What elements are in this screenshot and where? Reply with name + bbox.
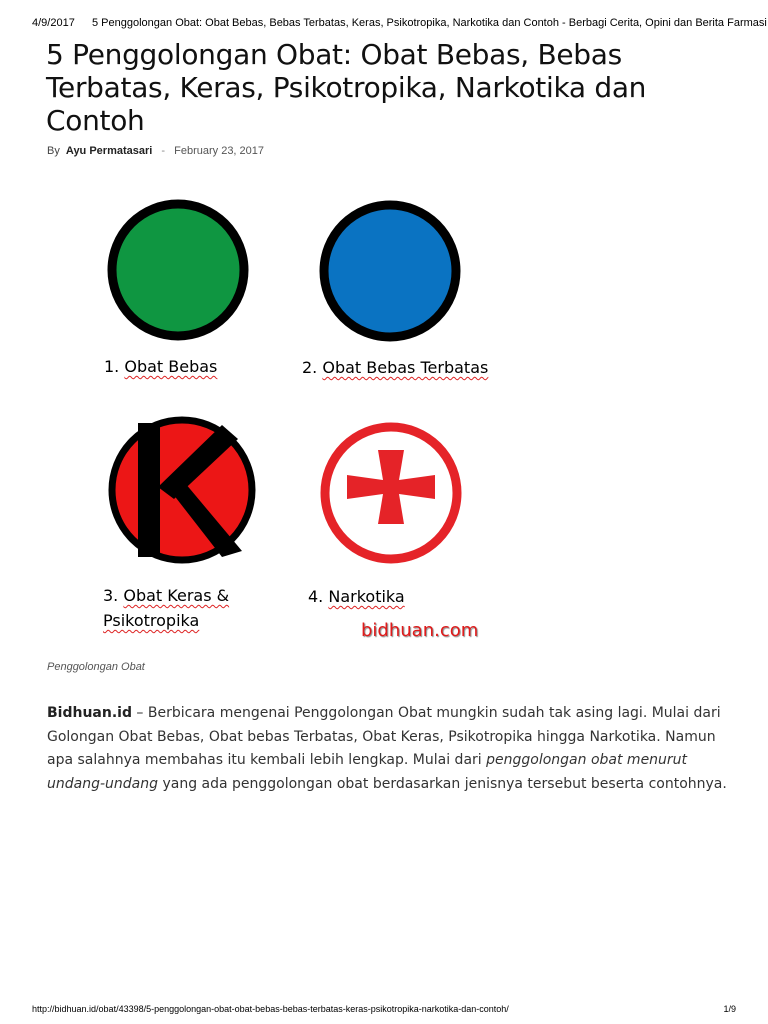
drug-classification-figure — [90, 195, 510, 645]
blue-circle-icon — [324, 205, 456, 337]
drug-symbols-graphic — [90, 195, 510, 645]
label-obat-keras-psikotropika: 3. Obat Keras & Psikotropika — [103, 586, 230, 630]
article-paragraph — [47, 702, 727, 796]
byline-separator: - — [161, 145, 166, 157]
label-narkotika: 4. Narkotika — [308, 587, 405, 606]
green-circle-icon — [112, 204, 244, 336]
paragraph-emphasis: penggolongan obat menurut undang-undang — [47, 752, 688, 792]
label-obat-bebas-terbatas: 2. Obat Bebas Terbatas — [302, 358, 489, 377]
page-number: 1/9 — [723, 1004, 736, 1014]
figure-caption: Penggolongan Obat — [47, 661, 145, 673]
watermark: bidhuan.com — [361, 620, 479, 641]
paragraph-text-2: yang ada penggolongan obat berdasarkan jenisnya tersebut beserta contohnya. — [158, 775, 727, 792]
label-obat-bebas: 1. Obat Bebas — [104, 357, 218, 376]
print-url: http://bidhuan.id/obat/43398/5-penggolongan-obat-obat-bebas-bebas-terbatas-keras-psikotropika-narkotika-dan-contoh/ — [32, 1004, 509, 1014]
article-title: 5 Penggolongan Obat: Obat Bebas, Bebas Terbatas, Keras, Psikotropika, Narkotika dan Contoh — [46, 38, 647, 137]
print-date: 4/9/2017 — [32, 17, 75, 29]
author-link[interactable]: Ayu Permatasari — [65, 145, 153, 157]
byline-by: By — [47, 145, 60, 157]
print-document-title: 5 Penggolongan Obat: Obat Bebas, Bebas Terbatas, Keras, Psikotropika, Narkotika dan Contoh - Berbagi Cerita, Opini dan Berita Farmasi — [92, 17, 767, 29]
publish-date: February 23, 2017 — [174, 145, 265, 157]
paragraph-text-1: – Berbicara mengenai Penggolongan Obat mungkin sudah tak asing lagi. Mulai dari Golongan Obat Bebas, Obat bebas Terbatas, Obat Keras, Psikotropika hingga Narkotika. Namun apa salahnya membahas itu kembali lebih lengkap. Mulai dari — [47, 705, 721, 768]
byline — [47, 145, 264, 157]
k-hard-drug-icon — [112, 420, 252, 560]
narcotic-red-cross-icon — [325, 427, 457, 559]
site-name-lead: Bidhuan.id — [47, 705, 132, 721]
